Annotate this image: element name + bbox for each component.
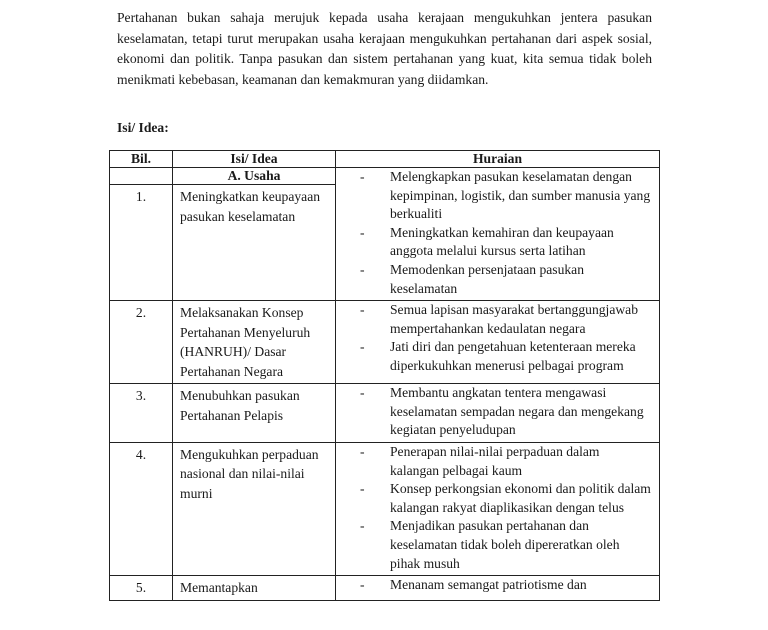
table-cell-bil: 5. <box>110 576 173 601</box>
table-cell-bil: 3. <box>110 384 173 443</box>
table-header-row <box>110 151 660 168</box>
intro-paragraph: Pertahanan bukan sahaja merujuk kepada usaha kerajaan mengukuhkan jentera pasukan keselamatan, tetapi turut merupakan usaha kerajaan mengukuhkan pertahanan dari aspek sosial, ekonomi dan politik. Tanpa pasukan dan sistem pertahanan yang kuat, kita semua tidak boleh menikmati kebebasan, keamanan dan kemakmuran yang diidamkan. <box>117 10 652 87</box>
table-cell-idea: Melaksanakan Konsep Pertahanan Menyeluruh (HANRUH)/ Dasar Pertahanan Negara <box>173 301 336 384</box>
table-cell-huraian <box>336 168 660 301</box>
section-heading: Isi/ Idea: <box>117 120 169 135</box>
table-cell-idea: Menubuhkan pasukan Pertahanan Pelapis <box>173 384 336 443</box>
table-cell-huraian <box>336 576 660 601</box>
idea-table <box>109 150 660 601</box>
list-item: - Meningkatkan kemahiran dan keupayaan anggota melalui kursus serta latihan <box>336 224 651 261</box>
list-item: - Memodenkan persenjataan pasukan keselamatan <box>336 261 651 298</box>
table-row <box>110 576 660 601</box>
list-item: - Membantu angkatan tentera mengawasi keselamatan sempadan negara dan mengekang kegiatan penyeludupan <box>336 384 651 440</box>
table-cell-bil: 1. <box>110 185 173 301</box>
table-row <box>110 442 660 575</box>
table-cell-huraian <box>336 442 660 575</box>
list-item: - Penerapan nilai-nilai perpaduan dalam kalangan pelbagai kaum <box>336 443 651 480</box>
table-cell-idea: Mengukuhkan perpaduan nasional dan nilai-nilai murni <box>173 442 336 575</box>
table-cell-idea: Meningkatkan keupayaan pasukan keselamatan <box>173 185 336 301</box>
list-item: - Jati diri dan pengetahuan ketenteraan mereka diperkukuhkan menerusi pelbagai program <box>336 338 651 375</box>
table-row <box>110 301 660 384</box>
list-item: - Semua lapisan masyarakat bertanggungjawab mempertahankan kedaulatan negara <box>336 301 651 338</box>
header-huraian: Huraian <box>336 151 660 168</box>
table-cell-idea: Memantapkan <box>173 576 336 601</box>
table-cell-huraian <box>336 384 660 443</box>
list-item: - Menanam semangat patriotisme dan <box>336 576 651 595</box>
table-cell-bil: 2. <box>110 301 173 384</box>
header-bil: Bil. <box>110 151 173 168</box>
table-row <box>110 384 660 443</box>
list-item: - Menjadikan pasukan pertahanan dan keselamatan tidak boleh dipereratkan oleh pihak musuh <box>336 517 651 573</box>
list-item: - Melengkapkan pasukan keselamatan dengan kepimpinan, logistik, dan sumber manusia yang berkualiti <box>336 168 651 224</box>
table-cell-empty <box>110 168 173 185</box>
list-item: - Konsep perkongsian ekonomi dan politik dalam kalangan rakyat diaplikasikan dengan telus <box>336 480 651 517</box>
subheading-usaha: A. Usaha <box>173 168 336 185</box>
table-cell-huraian <box>336 301 660 384</box>
table-row <box>110 168 660 185</box>
header-idea: Isi/ Idea <box>173 151 336 168</box>
table-cell-bil: 4. <box>110 442 173 575</box>
